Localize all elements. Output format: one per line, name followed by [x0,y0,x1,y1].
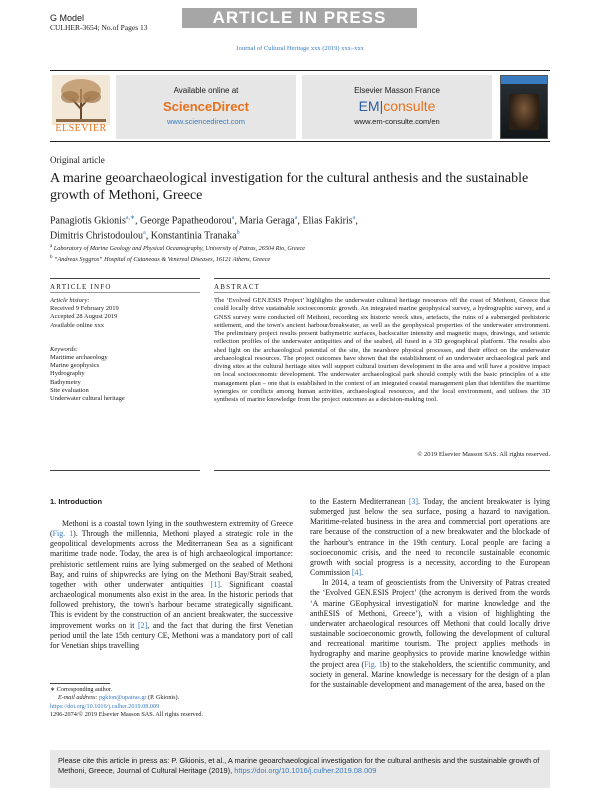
header-meta [50,14,148,32]
divider [214,278,550,279]
text-run: . Today, the ancient breakwater is lying submerged just below the sea surface, posing a hazard to navigation. Maritime-related business in the area and commercial port operations are rare because of the construction of a new breakwater and the blockade of the harbour's entrance in the 19th century. Local people are facing a socioeconomic crisis, and the need to reconcile sustainable economic growth with social progress is a necessity, according to the European Commission [310,497,550,578]
affiliation-text: “Andreas Syggros” Hospital of Cutaneous & Venereal Diseases, 16121 Athens, Greece [54,255,271,263]
em-logo-part: EM [358,98,380,114]
citation-link[interactable]: [2] [138,620,148,630]
section-heading-introduction: 1. Introduction [50,497,103,506]
keyword: Bathymetry [50,378,81,386]
article-title: A marine geoarchaeological investigation for the cultural anthesis and the sustainable growth of Methoni, Greece [50,171,529,203]
abstract-heading: ABSTRACT [214,283,261,291]
text-run: . Significant coastal archaeological monuments also exist in the area. In the historic periods that followed prehistory, the town's harbour became strategically significant. This is evident by the construction of an ancient breakwater, the successive improvement works on it [50,579,293,630]
author-name[interactable]: Elias Fakiris [302,215,353,227]
journal-cover-thumbnail [500,75,548,139]
paragraph [310,497,550,578]
author-sup[interactable]: a [231,215,235,221]
author-sup[interactable]: a [143,230,146,237]
divider [214,292,550,293]
article-in-press-banner: ARTICLE IN PRESS [182,8,417,28]
author-sup[interactable]: b [236,230,240,237]
affiliations [50,243,550,264]
online-date: Available online xxx [50,321,105,329]
citation-link[interactable]: [1] [210,579,220,589]
cover-image [509,94,539,130]
article-info [50,297,200,403]
issn-line: 1296-2074/© 2019 Elsevier Masson SAS. All rights reserved. [50,711,204,719]
abstract-copyright: © 2019 Elsevier Masson SAS. All rights reserved. [417,451,550,458]
email-owner: (P. Gkionis). [146,694,180,702]
figure-link[interactable]: Fig. 1 [52,529,74,539]
text-run: b) to the stakeholders, the scientific community, and society in general. Marine knowledge is necessary for the design of a plan for the sustainable development and management of the area, based on the [310,659,550,689]
article-ref: CULHER-3654; [50,23,100,32]
article-info-heading: ARTICLE INFO [50,283,112,291]
accepted-date: Accepted 28 August 2019 [50,313,118,321]
masthead [50,70,550,142]
text-run: In 2014, a team of geoscientists from the University of Patras created the ‘Evolved GEN.ESIS Project’ (the acronym is derived from the words ‘A marine GEophysical investigatioN for marine knowledge and the anthESIS of Methoni, Greece’), with a vision of highlighting the underwater archaeological resources off Methoni that could locally drive sustainable socioeconomic growth, following the development of cultural and recreational maritime tourism. The project applies methods in hydrography and marine geophysics to provide marine knowledge within the project area ( [310,578,550,669]
available-online-label: Available online at [173,86,239,95]
author-list: Panagiotis Gkionis$^{a,∗}$, George Papatheodorou$^a$, Maria Geraga$^a$, Elias Fakiris$^a$, Dimitris Christodoulou$^a$, Konstantinia Tranaka$^b$ [50,215,358,242]
text-run: ). Through the millennia, Methoni played a strategic role in the geopolitical developments across the Mediterranean Sea as a significant maritime trade node. Today, the area is of high archaeological importance: prehistoric settlement ruins are lying submerged on the seabed of Methoni Bay, and ruins of shipwrecks are lying on the Methoni Bay/Strait seabed, together with other underwater antiquities [50,529,293,589]
email-line [50,694,300,702]
affiliation-text: Laboratory of Marine Geology and Physical Oceanography, University of Patras, 26504 Rio, Greece [53,245,305,253]
text-run: to the Eastern Mediterranean [310,497,409,506]
footnote [50,686,300,720]
divider [50,278,200,279]
keyword: Site evaluation [50,386,89,394]
keyword: Maritime archaeology [50,354,108,362]
body-column-right [310,497,550,690]
text-run: , and the fact that during the first Venetian period until the late 15th century CE, Methoni was a mandatory port of call for Venetian ships travelling [50,620,293,650]
em-consulte-box [302,75,492,139]
sciencedirect-link[interactable]: www.sciencedirect.com [167,117,245,126]
footnote-rule [50,683,110,684]
em-consulte-link[interactable]: www.em-consulte.com/en [354,117,440,126]
affiliation-sup: a [50,244,53,249]
affiliation-item [50,254,550,265]
text-run: . [361,568,364,578]
sciencedirect-box [116,75,296,139]
affiliation-sup: b [50,254,53,260]
abstract-text: The ‘Evolved GEN.ESIS Project’ highlights the underwater cultural heritage resources off the coast of Methoni, Greece that could locally drive sustainable socioeconomic growth. An integrated marine geophysical survey, a hydrographic survey, and a GNSS survey were conducted off Methoni, recording six historic wreck sites, artefacts, the ruins of a submerged prehistoric settlement, and the town's ancient harbour/breakwater, as well as the geophysical properties of the underwater environment. The preliminary project results present bathymetric surfaces, backscatter intensity and magnetic maps, drawings, and seismic reflection profiles of the underwater antiquities and of the seabed, all fused in a 3D geographical platform. The results also shed light on the archaeological potential of the site, the nearshore physical processes, and their effect on the underwater archaeological resources. The project outcomes have shown that the establishment of an underwater archaeological park and diving sites at the cultural heritage sites will support cultural tourism development in the area and will have a positive impact on local socioeconomic development. The underwater archaeological park should comply with the basic principles of a site management plan – one that is established in the context of an integrated coastal management plan that identifies the maritime synergies or conflicts among human activities, archaeological resources, and the local environment, and utilises the 3D synthesis of marine knowledge from the project outcomes as a decision-making tool. [214,297,550,403]
author-sup[interactable]: a [294,215,298,221]
article-type: Original article [50,155,105,165]
author-sup[interactable]: a,∗ [125,215,136,221]
body-column-left [50,519,293,651]
divider [50,470,200,471]
paragraph [50,519,293,651]
author-name[interactable]: Panagiotis Gkionis [50,215,126,227]
citation-box [50,750,550,788]
publisher-name: Elsevier Masson France [354,86,440,95]
sciencedirect-logo: ScienceDirect [163,99,249,114]
elsevier-wordmark: ELSEVIER [55,123,107,134]
paragraph [310,578,550,690]
corresponding-author: ∗ Corresponding author. [50,686,113,693]
history-label: Article history: [50,297,90,304]
keywords-label: Keywords: [50,345,78,353]
doi-link[interactable]: https://doi.org/10.1016/j.culher.2019.08.009 [50,702,160,710]
citation-link[interactable]: [4] [351,568,362,578]
keyword: Hydrography [50,370,85,378]
text-run: Methoni is a coastal town lying in the southwestern extremity of Greece ( [50,519,293,539]
figure-link[interactable]: Fig. 1 [364,659,383,669]
author-name[interactable]: Dimitris Christodoulou [50,230,144,242]
journal-reference[interactable]: Journal of Cultural Heritage xxx (2019) xxx–xxx [236,45,364,52]
citation-text: Please cite this article in press as: P. Gkionis, et al., A marine geoarchaeological investigation for the cultural anthesis and the sustainable growth of Methoni, Greece, Journal of Cultural Heritage (2019), [58,756,540,775]
author-name[interactable]: Maria Geraga [239,215,295,227]
cover-band [501,76,547,84]
keyword: Underwater cultural heritage [50,395,125,403]
author-sup[interactable]: a [352,215,356,221]
divider [50,292,200,293]
citation-doi-link[interactable]: https://doi.org/10.1016/j.culher.2019.08.009 [234,766,377,775]
author-name[interactable]: Konstantinia Tranaka [150,230,237,242]
email-link[interactable]: pgkion@upatras.gr [99,694,147,702]
consulte-logo-part: consulte [383,98,436,114]
affiliation-item [50,243,550,254]
em-consulte-logo: EM|consulte [358,98,436,114]
gmodel-label: G Model [50,13,85,23]
author-name[interactable]: George Papatheodorou [140,215,232,227]
keyword: Marine geophysics [50,362,100,370]
email-label: E-mail address: [58,694,100,702]
citation-link[interactable]: [3] [408,497,419,506]
divider [214,470,550,471]
page-count: No.of Pages 13 [101,23,148,32]
received-date: Received 9 February 2019 [50,305,119,313]
